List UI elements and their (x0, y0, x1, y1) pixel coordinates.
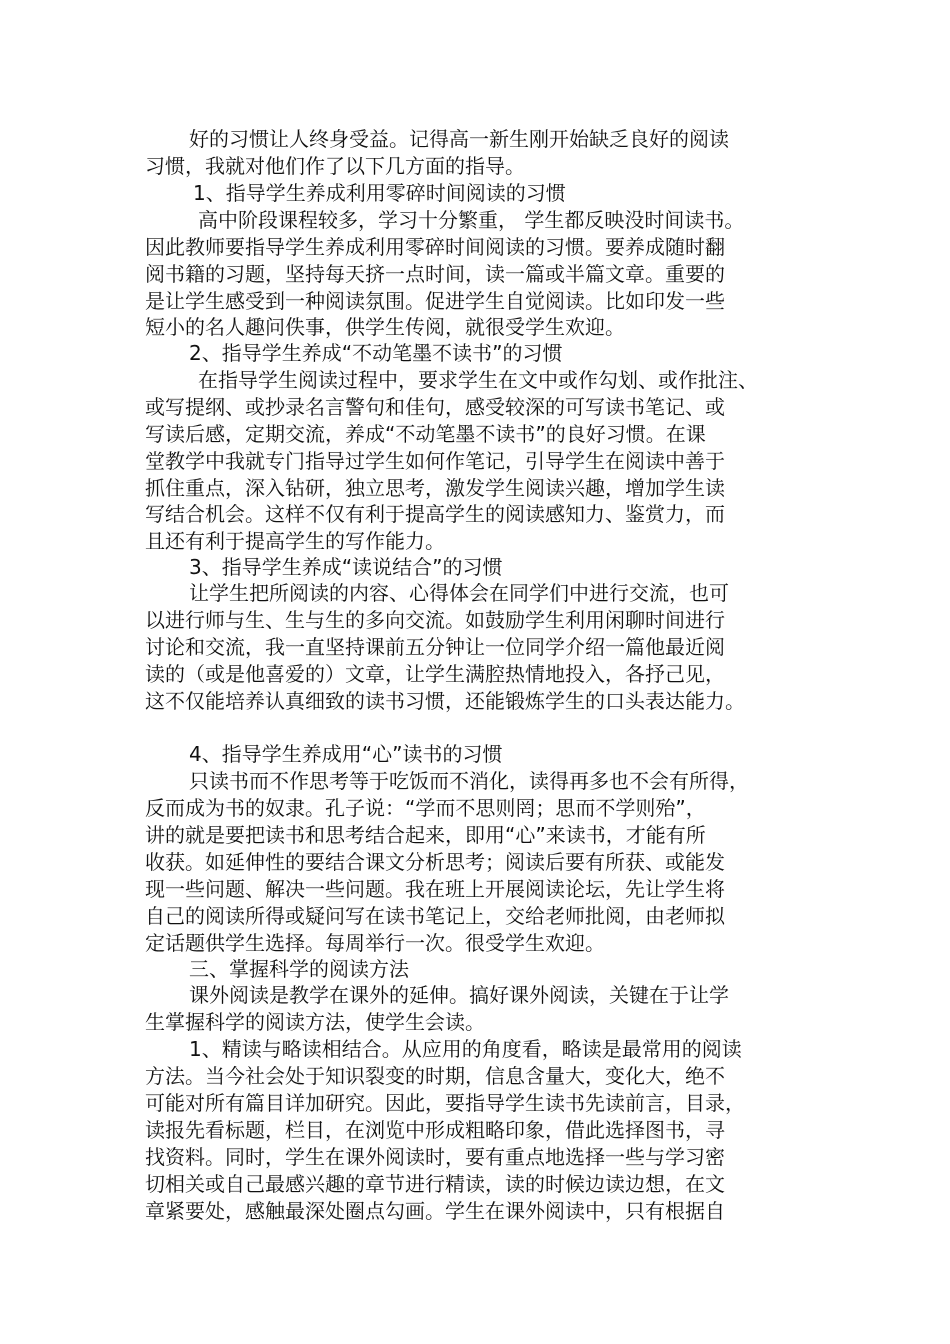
text-line: 习惯，我就对他们作了以下几方面的指导。 (145, 154, 525, 178)
text-line: 高中阶段课程较多，学习十分繁重， 学生都反映没时间读书。 (198, 208, 745, 232)
text-line: 生掌握科学的阅读方法，使学生会读。 (145, 1010, 485, 1034)
text-line: 可能对所有篇目详加研究。因此，要指导学生读书先读前言，目录， (145, 1091, 745, 1115)
section-heading: 4、指导学生养成用“心”读书的习惯 (189, 742, 503, 766)
text-line: 1、精读与略读相结合。从应用的角度看，略读是最常用的阅读 (189, 1037, 742, 1061)
text-line: 好的习惯让人终身受益。记得高一新生刚开始缺乏良好的阅读 (189, 127, 729, 151)
text-line: 因此教师要指导学生养成利用零碎时间阅读的习惯。要养成随时翻 (145, 235, 725, 259)
text-line: 这不仅能培养认真细致的读书习惯，还能锻炼学生的口头表达能力。 (145, 689, 745, 713)
text-line: 阅书籍的习题，坚持每天挤一点时间，读一篇或半篇文章。重要的 (145, 262, 725, 286)
text-line: 且还有利于提高学生的写作能力。 (145, 529, 445, 553)
text-line: 写结合机会。这样不仅有利于提高学生的阅读感知力、鉴赏力，而 (145, 502, 725, 526)
text-line: 章紧要处，感触最深处圈点勾画。学生在课外阅读中，只有根据自 (145, 1199, 725, 1223)
text-line: 现一些问题、解决一些问题。我在班上开展阅读论坛，先让学生将 (145, 877, 725, 901)
text-line: 定话题供学生选择。每周举行一次。很受学生欢迎。 (145, 931, 605, 955)
text-line: 读报先看标题，栏目，在浏览中形成粗略印象，借此选择图书，寻 (145, 1118, 725, 1142)
text-line: 或写提纲、或抄录名言警句和佳句，感受较深的可写读书笔记、或 (145, 395, 725, 419)
text-line: 自己的阅读所得或疑问写在读书笔记上，交给老师批阅，由老师拟 (145, 904, 725, 928)
text-line: 让学生把所阅读的内容、心得体会在同学们中进行交流，也可 (189, 581, 729, 605)
text-line: 读的（或是他喜爱的）文章，让学生满腔热情地投入，各抒己见， (145, 662, 725, 686)
text-line: 反而成为书的奴隶。孔子说：“学而不思则罔；思而不学则殆”， (145, 796, 706, 820)
text-line: 收获。如延伸性的要结合课文分析思考；阅读后要有所获、或能发 (145, 850, 725, 874)
text-line: 是让学生感受到一种阅读氛围。促进学生自觉阅读。比如印发一些 (145, 289, 725, 313)
text-line: 抓住重点，深入钻研，独立思考，激发学生阅读兴趣，增加学生读 (145, 476, 725, 500)
section-heading: 三、掌握科学的阅读方法 (189, 957, 409, 981)
text-line: 以进行师与生、生与生的多向交流。如鼓励学生利用闲聊时间进行 (145, 608, 725, 632)
text-line: 短小的名人趣问佚事，供学生传阅，就很受学生欢迎。 (145, 315, 625, 339)
text-line: 讨论和交流，我一直坚持课前五分钟让一位同学介绍一篇他最近阅 (145, 635, 725, 659)
text-line: 写读后感，定期交流，养成“不动笔墨不读书”的良好习惯。在课 (145, 422, 706, 446)
section-heading: 3、指导学生养成“读说结合”的习惯 (189, 555, 503, 579)
text-line: 方法。当今社会处于知识裂变的时期，信息含量大，变化大，绝不 (145, 1064, 725, 1088)
text-line: 切相关或自己最感兴趣的章节进行精读，读的时候边读边想，在文 (145, 1172, 725, 1196)
text-line: 找资料。同时，学生在课外阅读时，要有重点地选择一些与学习密 (145, 1145, 725, 1169)
text-line: 课外阅读是教学在课外的延伸。搞好课外阅读，关键在于让学 (189, 983, 729, 1007)
text-line: 讲的就是要把读书和思考结合起来，即用“心”来读书，才能有所 (145, 823, 706, 847)
text-line: 堂教学中我就专门指导过学生如何作笔记，引导学生在阅读中善于 (145, 449, 725, 473)
text-line: 在指导学生阅读过程中，要求学生在文中或作勾划、或作批注、 (198, 368, 758, 392)
section-heading: 1、指导学生养成利用零碎时间阅读的习惯 (193, 181, 566, 205)
text-line: 只读书而不作思考等于吃饭而不消化，读得再多也不会有所得， (189, 769, 749, 793)
section-heading: 2、指导学生养成“不动笔墨不读书”的习惯 (189, 341, 563, 365)
